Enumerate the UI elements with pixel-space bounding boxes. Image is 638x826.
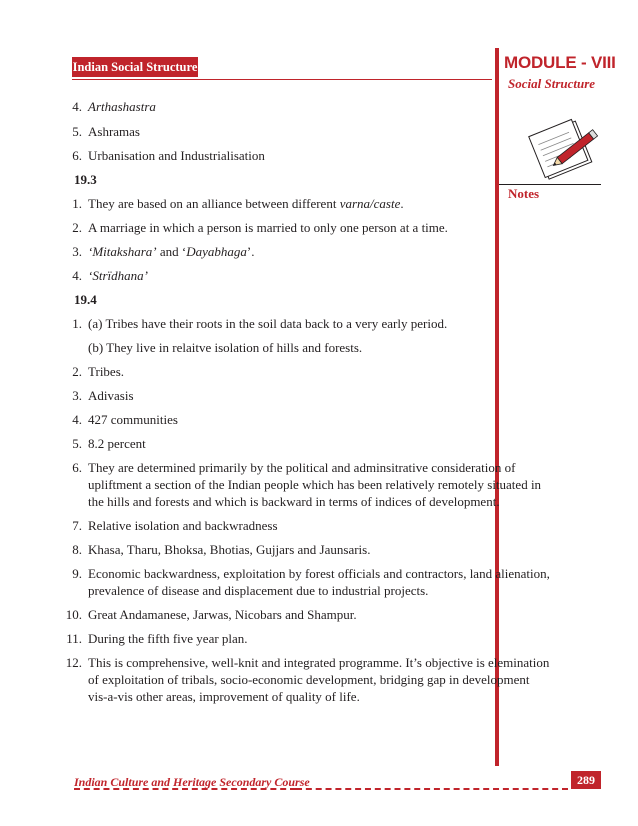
header-rule [72,79,492,80]
item-text-emphasis: ‘Mitakshara’ [88,244,157,259]
item-number: 8. [72,542,82,557]
item-number: 5. [72,436,82,451]
module-subtitle: Social Structure [508,76,596,91]
notes-rule [499,184,601,185]
item-text: of exploitation of tribals, socio-economic development, bridging gap in development [88,672,530,687]
item-number: 2. [72,364,82,379]
item-text: Arthashastra [88,99,156,114]
footer-rule [74,788,296,790]
item-number: 4. [72,412,82,427]
item-number: 1. [72,316,82,331]
item-text: During the fifth five year plan. [88,631,248,646]
item-text: They are based on an alliance between different [88,196,340,211]
item-text: Great Andamanese, Jarwas, Nicobars and Shampur. [88,607,357,622]
item-number: 11. [66,631,82,646]
item-text: Tribes. [88,364,125,379]
item-number: 4. [72,268,82,283]
item-text: ’. [246,244,255,259]
item-number: 2. [72,220,82,235]
module-title: MODULE - VIII [504,53,616,72]
section-heading: 19.3 [74,172,97,187]
item-number: 4. [72,99,82,114]
item-number: 5. [72,124,82,139]
item-number: 12. [65,655,82,670]
section-title-tag: Indian Social Structure [72,57,198,77]
item-text: Economic backwardness, exploitation by forest officials and contractors, land alienation, [88,566,550,581]
item-number: 3. [72,388,82,403]
item-text: (a) Tribes have their roots in the soil data back to a very early period. [88,316,448,331]
item-number: 10. [65,607,82,622]
item-number: 6. [72,148,82,163]
item-text: vis-a-vis other areas, improvement of quality of life. [88,689,360,704]
item-text: the hills and forests and which is backward in terms of indices of development. [88,494,500,509]
item-text: upliftment a section of the Indian people which has been relatively remotely situated in [88,477,542,492]
item-text: Adivasis [88,388,134,403]
item-text: . [400,196,404,211]
notes-label: Notes [508,186,540,201]
page-number: 289 [571,771,601,789]
item-text: Khasa, Tharu, Bhoksa, Bhotias, Gujjars and Jaunsaris. [88,542,371,557]
item-text: Relative isolation and backwradness [88,518,278,533]
item-text: A marriage in which a person is married to only one person at a time. [88,220,448,235]
item-text: (b) They live in relaitve isolation of hills and forests. [88,340,363,355]
item-number: 3. [72,244,82,259]
item-text: prevalence of disease and displacement due to industrial projects. [88,583,429,598]
item-text: 8.2 percent [88,436,146,451]
notes-pencil-icon [525,113,605,181]
item-text: This is comprehensive, well-knit and integrated programme. It’s objective is elemination [88,655,550,670]
item-text: Ashramas [88,124,140,139]
item-number: 6. [72,460,82,475]
item-text: 427 communities [88,412,178,427]
item-text: ‘Strïdhana’ [88,268,148,283]
item-number: 1. [72,196,82,211]
item-text-emphasis: Dayabhaga [186,244,247,259]
item-text-emphasis: varna/caste [339,196,401,211]
item-text: They are determined primarily by the political and adminsitrative consideration of [88,460,516,475]
footer-dashed-rule [296,788,568,790]
item-text: Urbanisation and Industrialisation [88,148,265,163]
item-text: and ‘ [156,244,187,259]
item-number: 9. [72,566,82,581]
footer-course-title: Indian Culture and Heritage Secondary Course [74,775,310,789]
item-number: 7. [72,518,82,533]
section-heading: 19.4 [74,292,97,307]
